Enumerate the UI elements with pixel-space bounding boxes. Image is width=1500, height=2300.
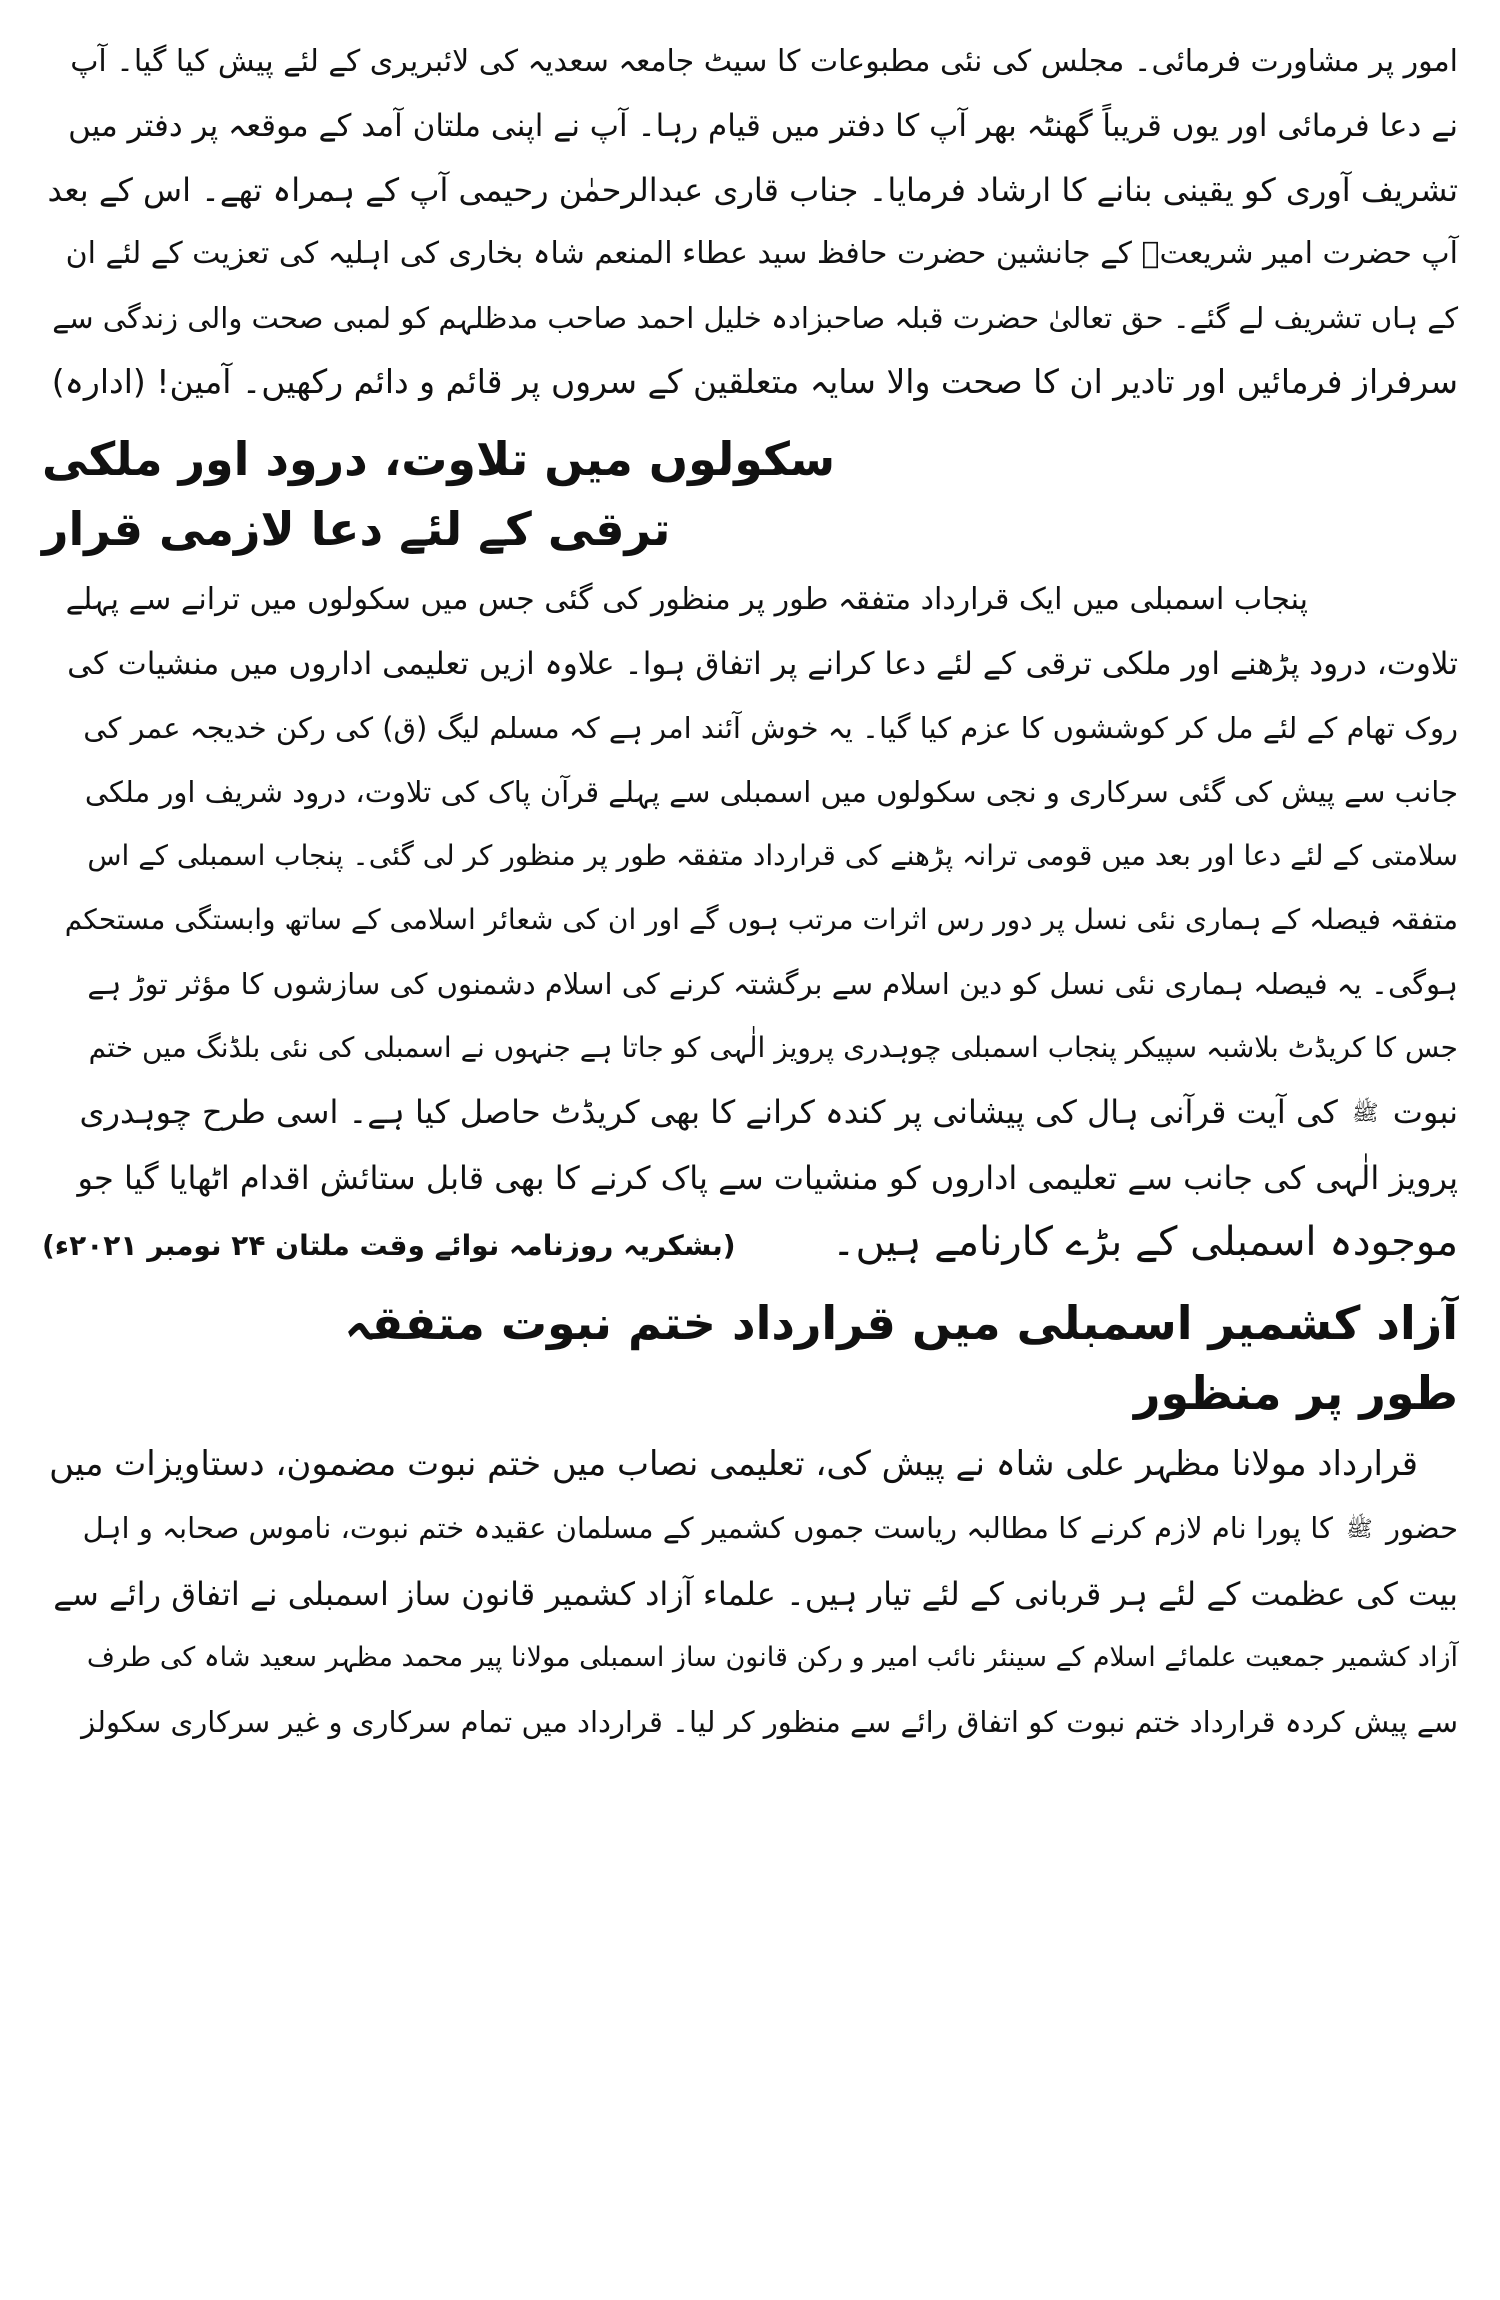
text-line: متفقہ فیصلہ کے ہماری نئی نسل پر دور رس اثرات مرتب ہوں گے اور ان کی شعائر اسلامی کے ساتھ وابستگی مستحکم xyxy=(64,903,1458,936)
salutation-glyph: ﷺ xyxy=(1352,1101,1379,1126)
text-line: قرارداد مولانا مظہر علی شاہ نے پیش کی، تعلیمی نصاب میں ختم نبوت مضمون، دستاویزات میں xyxy=(49,1444,1418,1484)
text-line: آپ حضرت امیر شریعتؒ کے جانشین حضرت حافظ سید عطاء المنعم شاہ بخاری کی اہلیہ کی تعزیت کے لئے ان xyxy=(65,236,1458,271)
intro-paragraph xyxy=(42,30,1458,414)
text-segment: موجودہ اسمبلی کے بڑے کارنامے ہیں۔ xyxy=(832,1219,1458,1265)
text-line: بیت کی عظمت کے لئے ہر قربانی کے لئے تیار ہیں۔ علماء آزاد کشمیر قانون ساز اسمبلی نے اتفاق رائے سے xyxy=(53,1575,1458,1613)
text-line: سلامتی کے لئے دعا اور بعد میں قومی ترانہ پڑھنے کی قرارداد متفقہ طور پر منظور کر لی گئی۔ پنجاب اسمبلی کے اس xyxy=(87,839,1458,872)
schools-paragraph xyxy=(42,568,1458,1278)
text-segment: حضور xyxy=(1385,1511,1458,1545)
source-credit: (بشکریہ روزنامہ نوائے وقت ملتان ۲۴ نومبر ۲۰۲۱ء) xyxy=(42,1229,736,1262)
text-line xyxy=(42,1210,1458,1278)
section-heading-kashmir: آزاد کشمیر اسمبلی میں قرارداد ختم نبوت متفقہ طور پر منظور xyxy=(344,1296,1458,1420)
text-line: پرویز الٰہی کی جانب سے تعلیمی اداروں کو منشیات سے پاک کرنے کا بھی قابل ستائش اقدام اٹھایا گیا جو xyxy=(77,1159,1458,1197)
text-line: ہوگی۔ یہ فیصلہ ہماری نئی نسل کو دین اسلام سے برگشتہ کرنے کی اسلام دشمنوں کی سازشوں کا مؤثر توڑ ہے xyxy=(87,967,1458,1001)
text-line: نے دعا فرمائی اور یوں قریباً گھنٹہ بھر آپ کا دفتر میں قیام رہا۔ آپ نے اپنی ملتان آمد کے موقعہ پر دفتر میں xyxy=(68,108,1458,144)
kashmir-paragraph xyxy=(42,1432,1458,1754)
text-line: پنجاب اسمبلی میں ایک قرارداد متفقہ طور پر منظور کی گئی جس میں سکولوں میں ترانے سے پہلے xyxy=(65,582,1308,617)
text-line: جانب سے پیش کی گئی سرکاری و نجی سکولوں میں اسمبلی سے پہلے قرآن پاک کی تلاوت، درود شریف اور ملکی xyxy=(84,775,1458,809)
text-line xyxy=(42,1496,1458,1562)
text-line: کے ہاں تشریف لے گئے۔ حق تعالیٰ حضرت قبلہ صاحبزادہ خلیل احمد صاحب مدظلہم کو لمبی صحت والی زندگی سے xyxy=(52,301,1458,335)
text-line: امور پر مشاورت فرمائی۔ مجلس کی نئی مطبوعات کا سیٹ جامعہ سعدیہ کی لائبریری کے لئے پیش کیا گیا۔ آپ xyxy=(70,44,1458,79)
section-heading-schools: سکولوں میں تلاوت، درود اور ملکی ترقی کے لئے دعا لازمی قرار xyxy=(42,432,836,556)
text-line: جس کا کریڈٹ بلاشبہ سپیکر پنجاب اسمبلی چوہدری پرویز الٰہی کو جاتا ہے جنہوں نے اسمبلی کی نئی بلڈنگ میں ختم xyxy=(88,1031,1458,1064)
text-line xyxy=(42,1080,1458,1146)
text-line: تشریف آوری کو یقینی بنانے کا ارشاد فرمایا۔ جناب قاری عبدالرحمٰن رحیمی آپ کے ہمراہ تھے۔ اس کے بعد xyxy=(47,171,1458,209)
text-segment: کی آیت قرآنی ہال کی پیشانی پر کندہ کرانے کا بھی کریڈٹ حاصل کیا ہے۔ اسی طرح چوہدری xyxy=(79,1093,1338,1131)
text-line: آزاد کشمیر جمعیت علمائے اسلام کے سینئر نائب امیر و رکن قانون ساز اسمبلی مولانا پیر محمد مظہر سعید شاہ کی طرف xyxy=(86,1642,1458,1673)
text-line: سے پیش کردہ قرارداد ختم نبوت کو اتفاق رائے سے منظور کر لیا۔ قرارداد میں تمام سرکاری و غیر سرکاری سکولز xyxy=(81,1705,1458,1739)
text-line: تلاوت، درود پڑھنے اور ملکی ترقی کے لئے دعا کرانے پر اتفاق ہوا۔ علاوہ ازیں تعلیمی اداروں میں منشیات کی xyxy=(67,646,1458,682)
text-segment: نبوت xyxy=(1392,1093,1458,1131)
salutation-glyph: ﷺ xyxy=(1346,1517,1373,1542)
text-line: سرفراز فرمائیں اور تادیر ان کا صحت والا سایہ متعلقین کے سروں پر قائم و دائم رکھیں۔ آمین! (ادارہ) xyxy=(51,362,1458,401)
text-segment: کا پورا نام لازم کرنے کا مطالبہ ریاست جموں کشمیر کے مسلمان عقیدہ ختم نبوت، ناموس صحابہ و اہل xyxy=(82,1511,1333,1545)
text-line: روک تھام کے لئے مل کر کوششوں کا عزم کیا گیا۔ یہ خوش آئند امر ہے کہ مسلم لیگ (ق) کی رکن خدیجہ عمر کی xyxy=(83,711,1458,745)
